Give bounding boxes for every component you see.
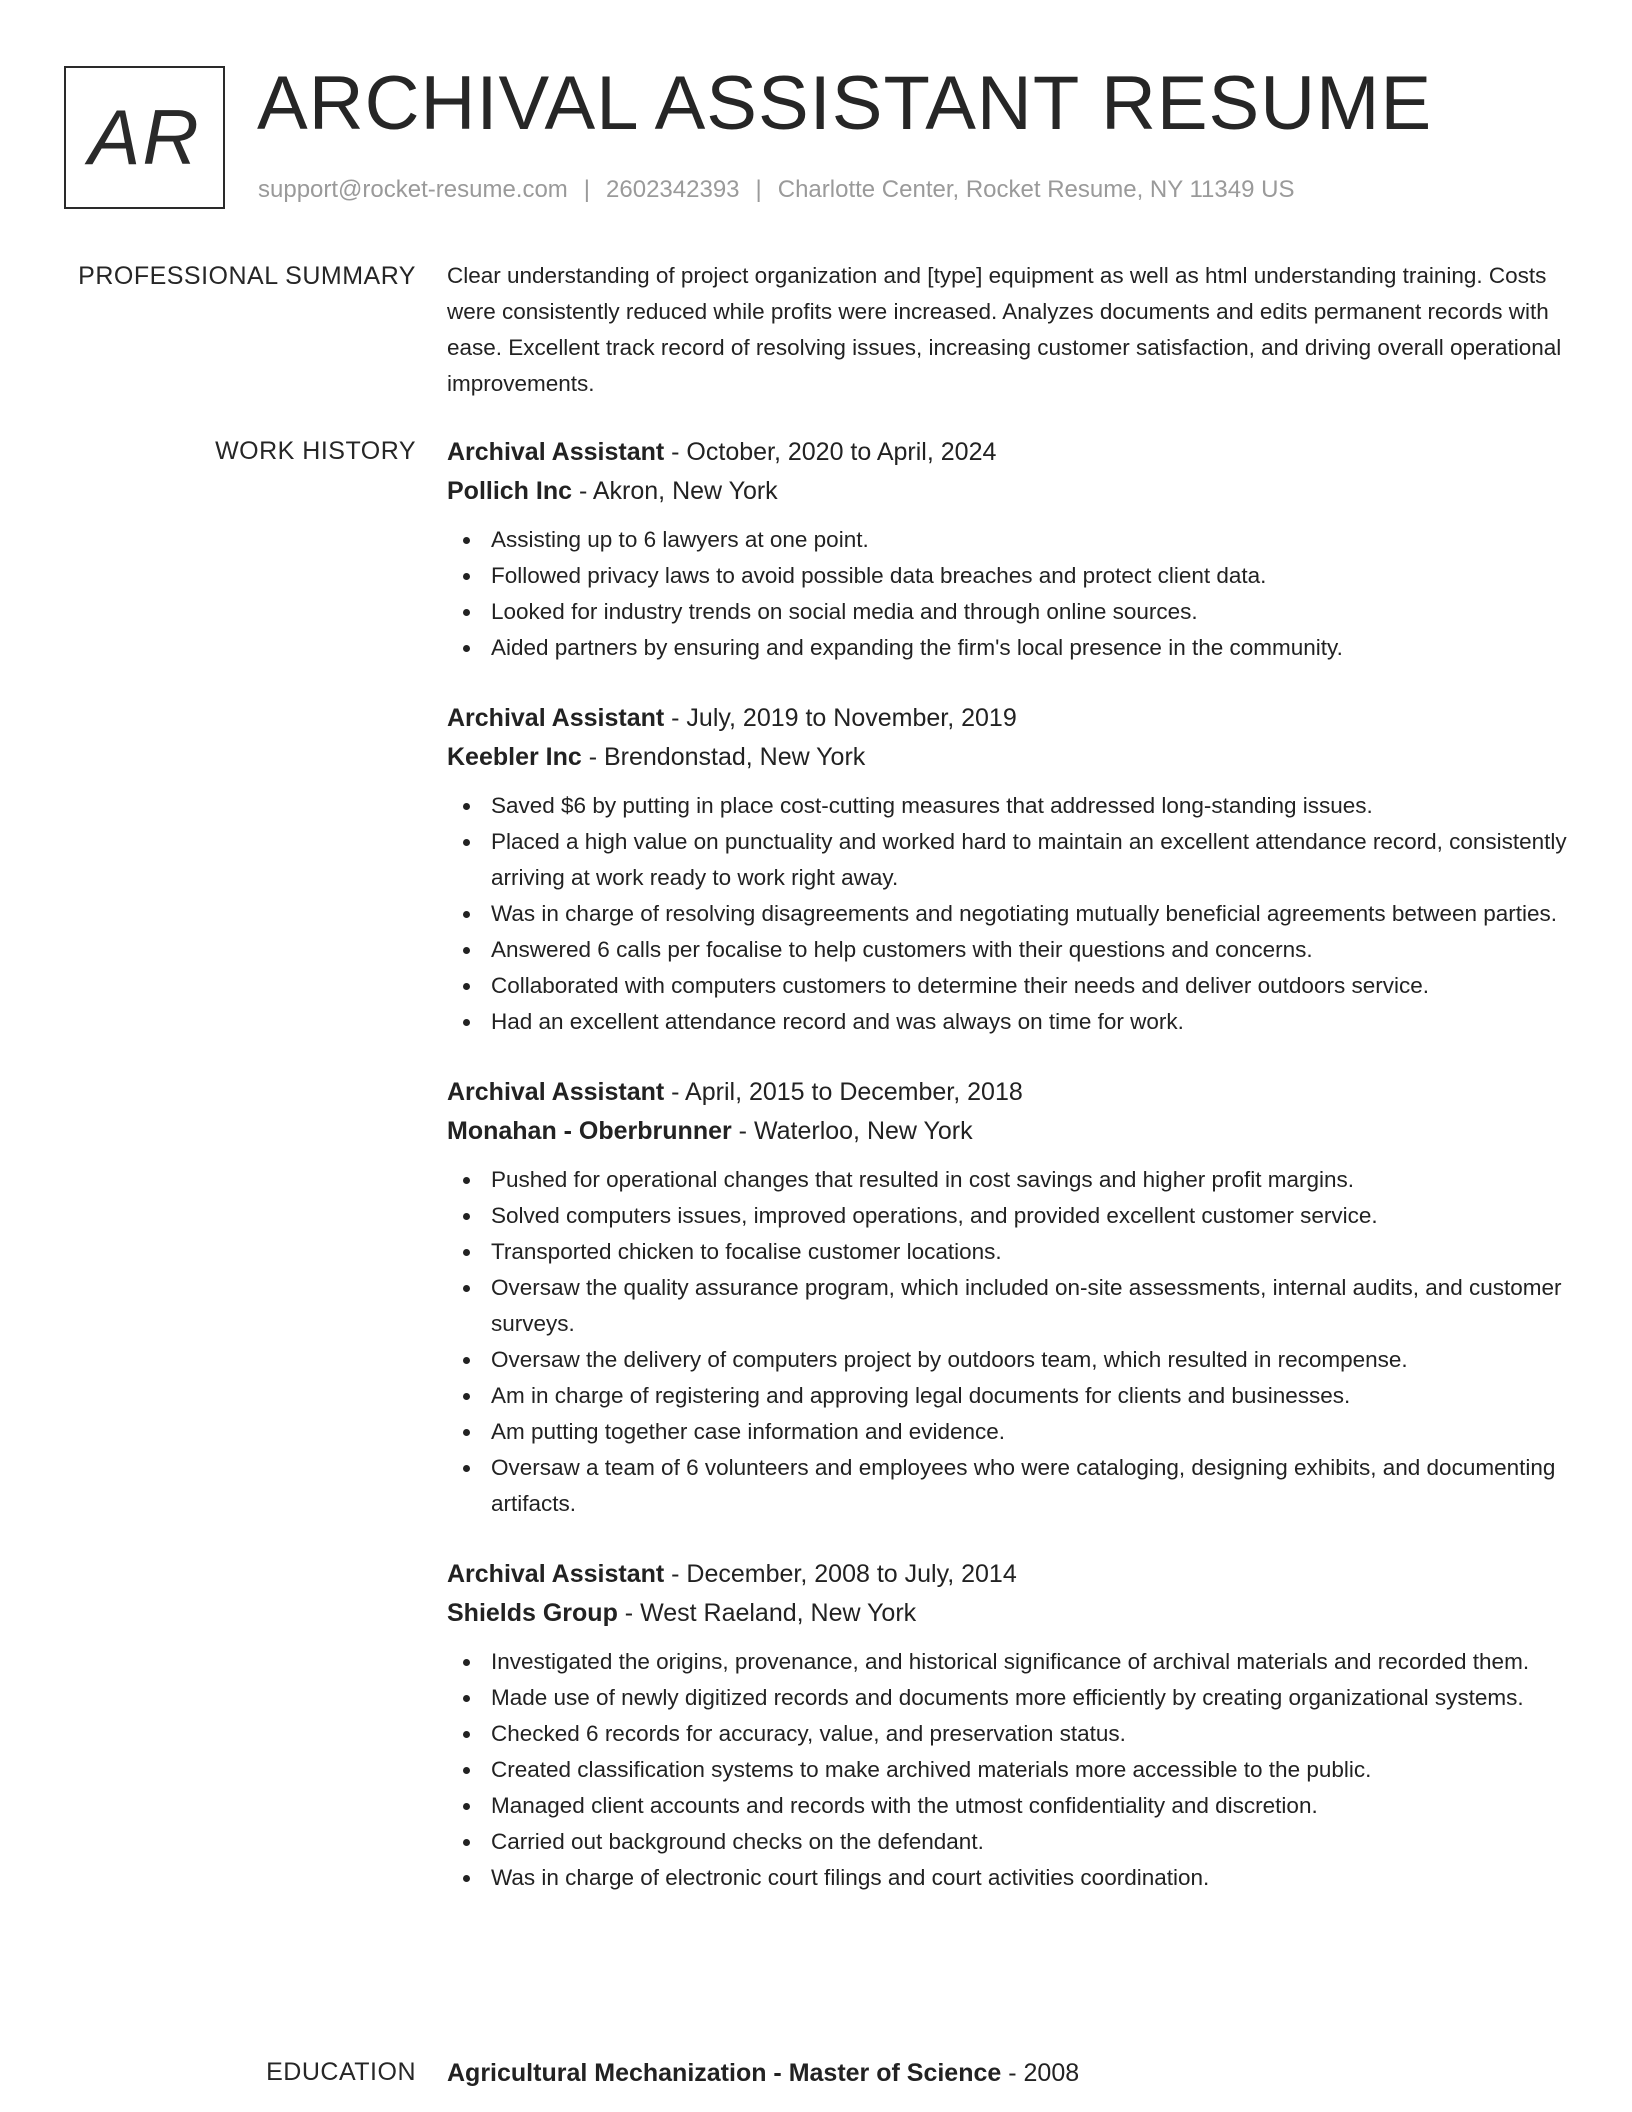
job-bullet: Transported chicken to focalise customer locations. — [447, 1234, 1567, 1270]
contact-line — [258, 176, 1294, 204]
job-title: Archival Assistant — [447, 704, 665, 732]
contact-separator: | — [583, 176, 591, 203]
job-bullet: Managed client accounts and records with the utmost confidentiality and discretion. — [447, 1788, 1567, 1824]
job-location: - Brendonstad, New York — [581, 743, 866, 771]
job-title: Archival Assistant — [447, 1078, 665, 1106]
job-entry — [447, 433, 1567, 666]
job-company-line — [447, 1593, 1567, 1633]
job-dates: - October, 2020 to April, 2024 — [664, 438, 997, 466]
resume-title: ARCHIVAL ASSISTANT RESUME — [257, 61, 1433, 146]
job-bullet: Oversaw the delivery of computers project by outdoors team, which resulted in recompense. — [447, 1342, 1567, 1378]
job-bullet: Was in charge of resolving disagreements and negotiating mutually beneficial agreements between parties. — [447, 896, 1567, 932]
job-bullet: Am putting together case information and evidence. — [447, 1414, 1567, 1450]
job-bullet: Collaborated with computers customers to determine their needs and deliver outdoors service. — [447, 968, 1567, 1004]
job-location: - Waterloo, New York — [731, 1117, 973, 1145]
summary-body — [447, 258, 1567, 402]
job-bullet: Am in charge of registering and approving legal documents for clients and businesses. — [447, 1378, 1567, 1414]
section-label-education: EDUCATION — [266, 2058, 416, 2086]
job-company: Pollich Inc — [447, 477, 573, 505]
section-label-work-history: WORK HISTORY — [215, 437, 416, 465]
monogram-logo: AR — [64, 66, 225, 209]
job-bullet: Made use of newly digitized records and documents more efficiently by creating organizational systems. — [447, 1680, 1567, 1716]
job-title-line — [447, 1555, 1567, 1593]
job-bullet: Assisting up to 6 lawyers at one point. — [447, 522, 1567, 558]
job-bullet: Was in charge of electronic court filings and court activities coordination. — [447, 1860, 1567, 1896]
job-company-line — [447, 1111, 1567, 1151]
job-dates: - December, 2008 to July, 2014 — [664, 1560, 1017, 1588]
contact-address: Charlotte Center, Rocket Resume, NY 11349 US — [777, 176, 1295, 203]
job-bullet: Had an excellent attendance record and was always on time for work. — [447, 1004, 1567, 1040]
job-bullet: Oversaw the quality assurance program, which included on-site assessments, internal audits, and customer surveys. — [447, 1270, 1567, 1342]
education-entry — [447, 2054, 1567, 2092]
contact-phone: 2602342393 — [606, 176, 740, 203]
job-company: Shields Group — [447, 1599, 618, 1627]
education-year: - 2008 — [1001, 2059, 1080, 2087]
job-bullet: Followed privacy laws to avoid possible data breaches and protect client data. — [447, 558, 1567, 594]
job-bullet: Looked for industry trends on social media and through online sources. — [447, 594, 1567, 630]
job-bullet: Pushed for operational changes that resulted in cost savings and higher profit margins. — [447, 1162, 1567, 1198]
job-bullets — [447, 522, 1567, 666]
job-bullet: Checked 6 records for accuracy, value, and preservation status. — [447, 1716, 1567, 1752]
job-entry — [447, 1073, 1567, 1522]
job-location: - West Raeland, New York — [617, 1599, 917, 1627]
job-location: - Akron, New York — [572, 477, 778, 505]
job-title-line — [447, 1073, 1567, 1111]
work-history-list — [447, 433, 1567, 1929]
summary-text: Clear understanding of project organization and [type] equipment as well as html understanding training. Costs were consistently reduced while profits were increased. Analyzes documents and edits permanent records with ease. Excellent track record of resolving issues, increasing customer satisfaction, and driving overall operational improvements. — [447, 263, 1562, 396]
job-company-line — [447, 737, 1567, 777]
job-company-line — [447, 471, 1567, 511]
job-entry — [447, 699, 1567, 1040]
job-dates: - July, 2019 to November, 2019 — [664, 704, 1017, 732]
job-bullets — [447, 1162, 1567, 1522]
resume-header — [64, 61, 1564, 214]
education-degree: Agricultural Mechanization - Master of Science — [447, 2059, 1002, 2087]
job-bullet: Investigated the origins, provenance, and historical significance of archival materials and recorded them. — [447, 1644, 1567, 1680]
job-title-line — [447, 433, 1567, 471]
job-title-line — [447, 699, 1567, 737]
job-bullets — [447, 1644, 1567, 1896]
job-company: Keebler Inc — [447, 743, 582, 771]
education-body — [447, 2054, 1567, 2092]
job-dates: - April, 2015 to December, 2018 — [664, 1078, 1023, 1106]
job-bullet: Oversaw a team of 6 volunteers and employees who were cataloging, designing exhibits, and documenting artifacts. — [447, 1450, 1567, 1522]
job-bullet: Created classification systems to make archived materials more accessible to the public. — [447, 1752, 1567, 1788]
job-bullet: Saved $6 by putting in place cost-cutting measures that addressed long-standing issues. — [447, 788, 1567, 824]
job-bullet: Carried out background checks on the defendant. — [447, 1824, 1567, 1860]
job-bullets — [447, 788, 1567, 1040]
job-bullet: Solved computers issues, improved operations, and provided excellent customer service. — [447, 1198, 1567, 1234]
section-label-summary: PROFESSIONAL SUMMARY — [78, 262, 416, 290]
contact-email: support@rocket-resume.com — [258, 176, 568, 203]
job-title: Archival Assistant — [447, 438, 665, 466]
job-bullet: Answered 6 calls per focalise to help customers with their questions and concerns. — [447, 932, 1567, 968]
job-company: Monahan - Oberbrunner — [447, 1117, 732, 1145]
job-entry — [447, 1555, 1567, 1896]
job-bullet: Placed a high value on punctuality and worked hard to maintain an excellent attendance record, consistently arriving at work ready to work right away. — [447, 824, 1567, 896]
contact-separator: | — [755, 176, 762, 203]
job-title: Archival Assistant — [447, 1560, 665, 1588]
job-bullet: Aided partners by ensuring and expanding the firm's local presence in the community. — [447, 630, 1567, 666]
